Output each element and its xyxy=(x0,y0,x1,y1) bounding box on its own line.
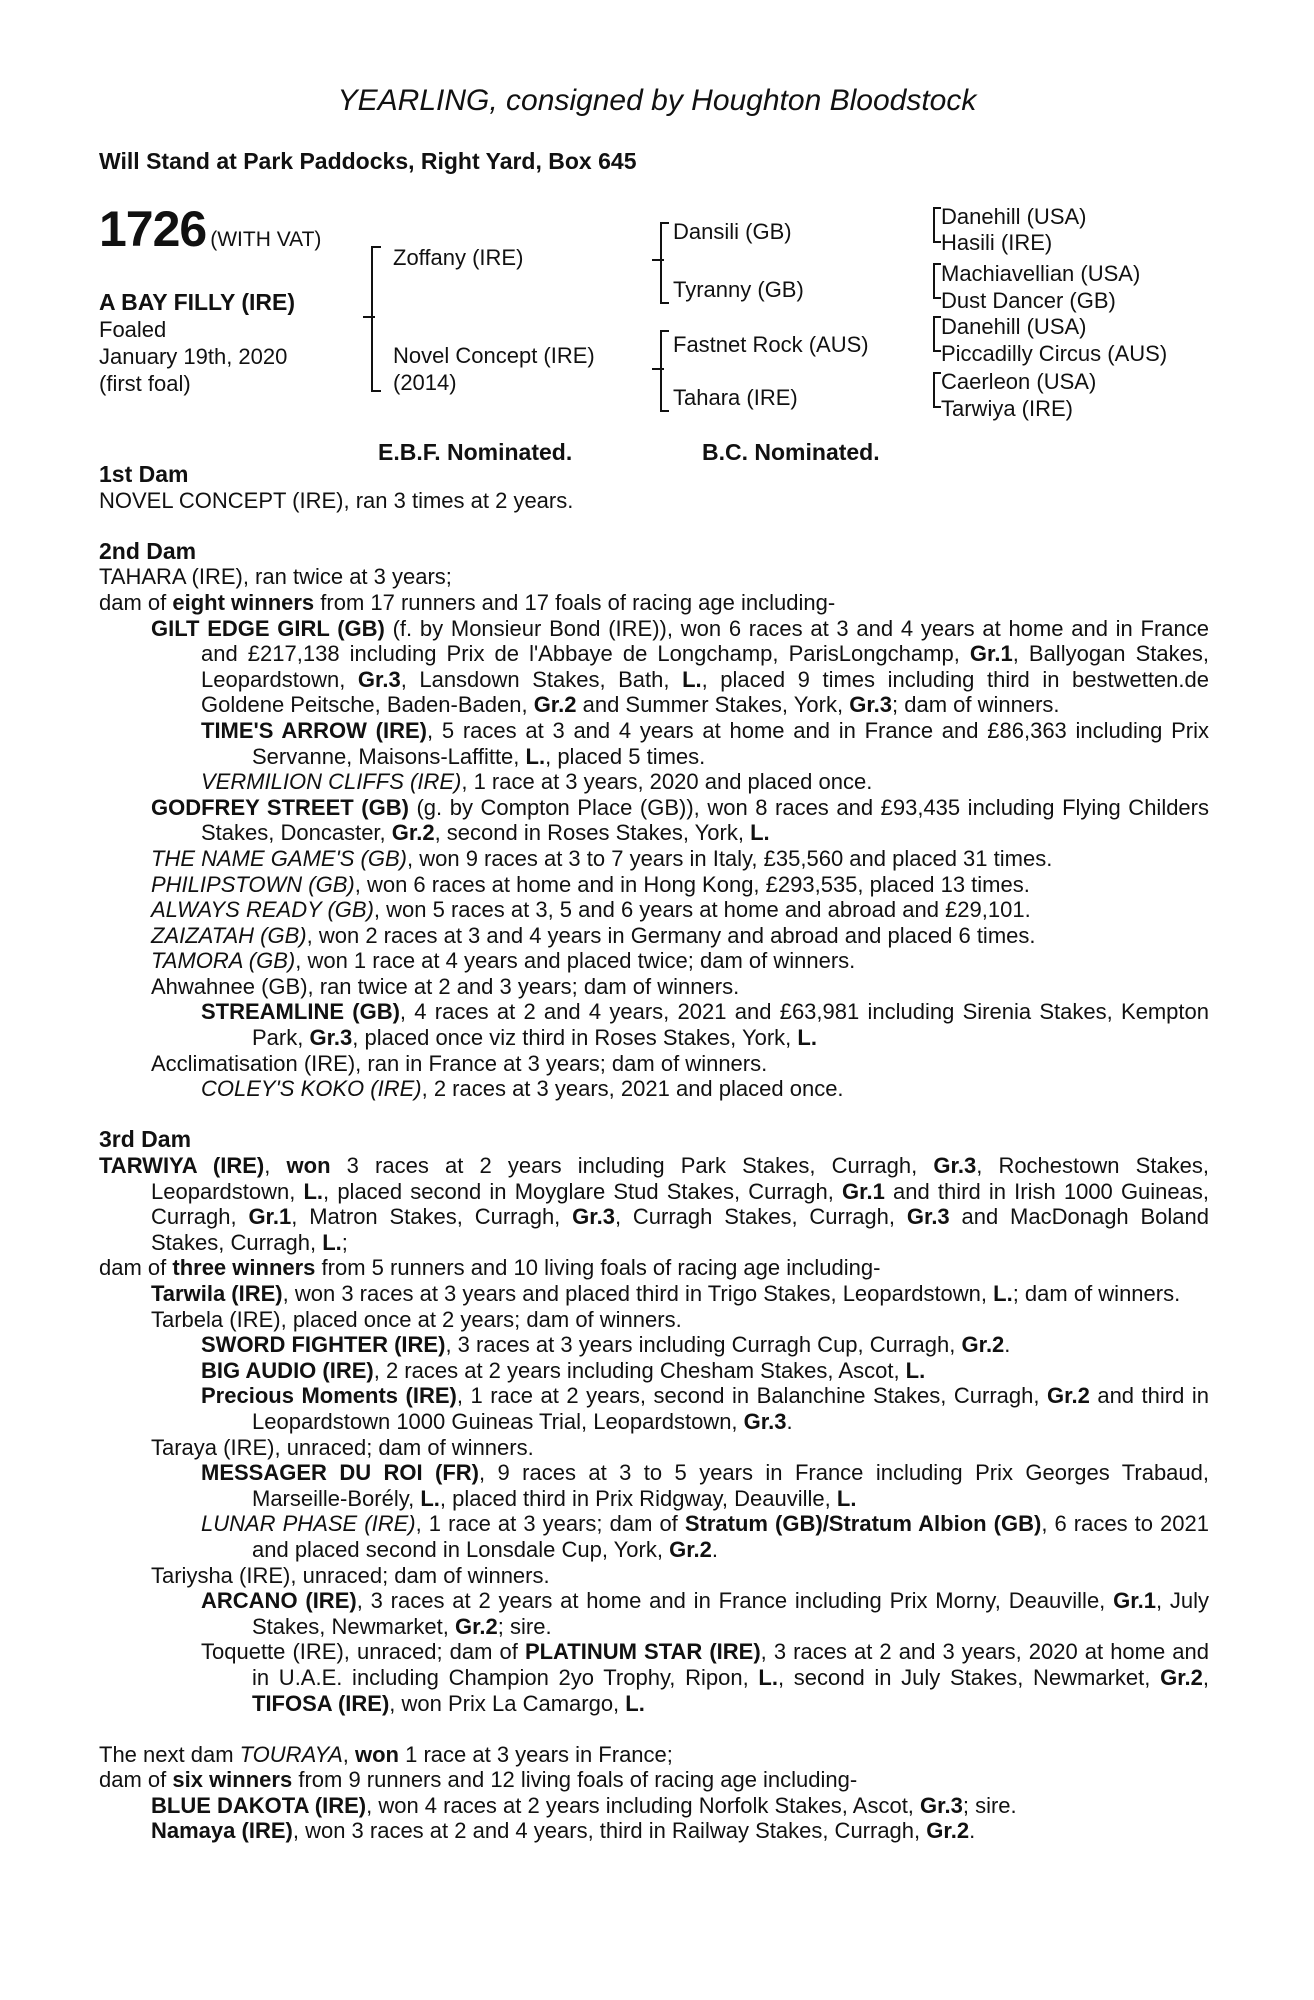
first-dam-heading: 1st Dam xyxy=(99,461,189,487)
grandparent-7: Caerleon (USA) xyxy=(941,369,1097,394)
pedigree-brace-7 xyxy=(933,372,941,408)
catalogue-body xyxy=(99,462,1209,1844)
second-dam-heading: 2nd Dam xyxy=(99,537,197,564)
progeny-godfrey-street: GODFREY STREET (GB) (g. by Compton Place (GB)), won 8 races and £93,435 including Flying Childers Stakes, Doncaster, Gr.2, second in Roses Stakes, York, L. xyxy=(151,794,1209,846)
grandparent-5: Danehill (USA) xyxy=(941,314,1087,339)
grandparent-1: Danehill (USA) xyxy=(941,204,1087,229)
progeny-acclimatisation: Acclimatisation (IRE), ran in France at 3 years; dam of winners. xyxy=(151,1050,768,1076)
pedigree-brace-3 xyxy=(660,330,669,412)
first-dam-text: NOVEL CONCEPT (IRE), ran 3 times at 2 years. xyxy=(99,487,574,513)
progeny-ahwahnee: Ahwahnee (GB), ran twice at 2 and 3 years; dam of winners. xyxy=(151,973,740,999)
progeny-tariysha: Tariysha (IRE), unraced; dam of winners. xyxy=(151,1562,550,1588)
grandparent-3: Machiavellian (USA) xyxy=(941,261,1141,286)
page-title: YEARLING, consigned by Houghton Bloodstock xyxy=(337,84,977,117)
progeny-toquette: Toquette (IRE), unraced; dam of PLATINUM STAR (IRE), 3 races at 2 and 3 years, 2020 at home and in U.A.E. including Champion 2yo Trophy, Ripon, L., second in July Stakes, Newmarket, Gr.2, TIFOSA (IRE), won Prix La Camargo, L. xyxy=(201,1639,1210,1716)
sire-sire: Dansili (GB) xyxy=(673,219,792,244)
grandparent-4: Dust Dancer (GB) xyxy=(941,288,1116,313)
progeny-times-arrow: TIME'S ARROW (IRE), 5 races at 3 and 4 years at home and in France and £86,363 including Prix Servanne, Maisons-Laffitte, L., placed 5 times. xyxy=(201,717,1209,769)
ebf-nomination: E.B.F. Nominated. xyxy=(378,439,573,465)
grandparent-8: Tarwiya (IRE) xyxy=(941,396,1074,421)
grandparent-6: Piccadilly Circus (AUS) xyxy=(941,341,1168,366)
bc-nomination: B.C. Nominated. xyxy=(702,439,880,465)
progeny-coleys-koko: COLEY'S KOKO (IRE), 2 races at 3 years, 2021 and placed once. xyxy=(201,1076,844,1102)
progeny-the-name-games: THE NAME GAME'S (GB), won 9 races at 3 to 7 years in Italy, £35,560 and placed 31 times. xyxy=(151,845,1053,871)
progeny-blue-dakota: BLUE DAKOTA (IRE), won 4 races at 2 years including Norfolk Stakes, Ascot, Gr.3; sire. xyxy=(151,1792,1017,1818)
progeny-philipstown: PHILIPSTOWN (GB), won 6 races at home and in Hong Kong, £293,535, placed 13 times. xyxy=(151,871,1030,897)
pedigree-brace-2 xyxy=(660,222,669,304)
horse-name: A BAY FILLY (IRE) xyxy=(99,289,295,315)
progeny-streamline: STREAMLINE (GB), 4 races at 2 and 4 years, 2021 and £63,981 including Sirenia Stakes, Kempton Park, Gr.3, placed once viz third in Roses Stakes, York, L. xyxy=(201,999,1210,1051)
third-dam-tarwiya: TARWIYA (IRE), won 3 races at 2 years including Park Stakes, Curragh, Gr.3, Rochestown Stakes, Leopardstown, L., placed second in Moyglare Stud Stakes, Curragh, Gr.1 and third in Irish 1000 Guineas, Curragh, Gr.1, Matron Stakes, Curragh, Gr.3, Curragh Stakes, Curragh, Gr.3 and MacDonagh Boland Stakes, Curragh, L.; xyxy=(99,1153,1210,1255)
progeny-always-ready: ALWAYS READY (GB), won 5 races at 3, 5 and 6 years at home and abroad and £29,101. xyxy=(151,897,1031,923)
progeny-vermilion-cliffs: VERMILION CLIFFS (IRE), 1 race at 3 years, 2020 and placed once. xyxy=(201,769,873,795)
foaled-label: Foaled xyxy=(99,317,167,342)
second-dam-line-1: TAHARA (IRE), ran twice at 3 years; xyxy=(99,564,452,590)
progeny-precious-moments: Precious Moments (IRE), 1 race at 2 years, second in Balanchine Stakes, Curragh, Gr.2 and third in Leopardstown 1000 Guineas Trial, Leopardstown, Gr.3. xyxy=(201,1383,1209,1434)
third-dam-heading: 3rd Dam xyxy=(99,1126,192,1153)
next-dam-line-1: The next dam TOURAYA, won 1 race at 3 years in France; xyxy=(99,1741,673,1767)
dam-year: (2014) xyxy=(393,370,457,395)
foal-note: (first foal) xyxy=(99,371,191,396)
next-dam-line-2: dam of six winners from 9 runners and 12 living foals of racing age including- xyxy=(99,1767,858,1793)
dam-sire: Fastnet Rock (AUS) xyxy=(673,332,869,357)
third-dam-produce-line: dam of three winners from 5 runners and 10 living foals of racing age including- xyxy=(99,1255,881,1281)
stand-location: Will Stand at Park Paddocks, Right Yard, Box 645 xyxy=(99,148,637,174)
progeny-arcano: ARCANO (IRE), 3 races at 2 years at home and in France including Prix Morny, Deauville, Gr.1, July Stakes, Newmarket, Gr.2; sire. xyxy=(201,1588,1209,1639)
second-dam-line-2: dam of eight winners from 17 runners and 17 foals of racing age including- xyxy=(99,589,836,615)
lot-number-value: 1726 xyxy=(99,201,207,257)
progeny-lunar-phase: LUNAR PHASE (IRE), 1 race at 3 years; dam of Stratum (GB)/Stratum Albion (GB), 6 races to 2021 and placed second in Lonsdale Cup, York, Gr.2. xyxy=(201,1511,1209,1562)
sire: Zoffany (IRE) xyxy=(393,245,524,270)
lot-number xyxy=(99,200,321,258)
progeny-taraya: Taraya (IRE), unraced; dam of winners. xyxy=(151,1434,534,1460)
pedigree-brace-1 xyxy=(371,246,381,392)
progeny-zaizatah: ZAIZATAH (GB), won 2 races at 3 and 4 years in Germany and abroad and placed 6 times. xyxy=(151,922,1036,948)
progeny-gilt-edge-girl: GILT EDGE GIRL (GB) (f. by Monsieur Bond (IRE)), won 6 races at 3 and 4 years at home and in France and £217,138 including Prix de l'Abbaye de Longchamp, ParisLongchamp, Gr.1, Ballyogan Stakes, Leopardstown, Gr.3, Lansdown Stakes, Bath, L., placed 9 times including third in bestwetten.de Goldene Peitsche, Baden-Baden, Gr.2 and Summer Stakes, York, Gr.3; dam of winners. xyxy=(151,615,1210,718)
foaled-date: January 19th, 2020 xyxy=(99,344,288,369)
pedigree-brace-1-tip xyxy=(363,316,375,318)
progeny-tarwila: Tarwila (IRE), won 3 races at 3 years and placed third in Trigo Stakes, Leopardstown, L.; dam of winners. xyxy=(151,1281,1181,1306)
pedigree-brace-2-tip xyxy=(652,259,664,261)
progeny-sword-fighter: SWORD FIGHTER (IRE), 3 races at 3 years including Curragh Cup, Curragh, Gr.2. xyxy=(201,1332,1011,1358)
grandparent-2: Hasili (IRE) xyxy=(941,230,1053,255)
progeny-namaya: Namaya (IRE), won 3 races at 2 and 4 years, third in Railway Stakes, Curragh, Gr.2. xyxy=(151,1818,976,1844)
sire-dam: Tyranny (GB) xyxy=(673,277,804,302)
pedigree-brace-6 xyxy=(933,316,941,352)
dam-dam: Tahara (IRE) xyxy=(673,385,798,410)
progeny-big-audio: BIG AUDIO (IRE), 2 races at 2 years including Chesham Stakes, Ascot, L. xyxy=(201,1357,926,1383)
dam: Novel Concept (IRE) xyxy=(393,343,595,368)
pedigree-brace-4 xyxy=(933,207,941,243)
progeny-messager-du-roi: MESSAGER DU ROI (FR), 9 races at 3 to 5 years in France including Prix Georges Trabaud, Marseille-Borély, L., placed third in Prix Ridgway, Deauville, L. xyxy=(201,1460,1209,1511)
vat-note: (WITH VAT) xyxy=(210,228,322,251)
pedigree-brace-3-tip xyxy=(652,368,664,370)
progeny-tamora: TAMORA (GB), won 1 race at 4 years and placed twice; dam of winners. xyxy=(151,948,856,974)
pedigree-brace-5 xyxy=(933,263,941,299)
progeny-tarbela: Tarbela (IRE), placed once at 2 years; dam of winners. xyxy=(151,1306,682,1332)
